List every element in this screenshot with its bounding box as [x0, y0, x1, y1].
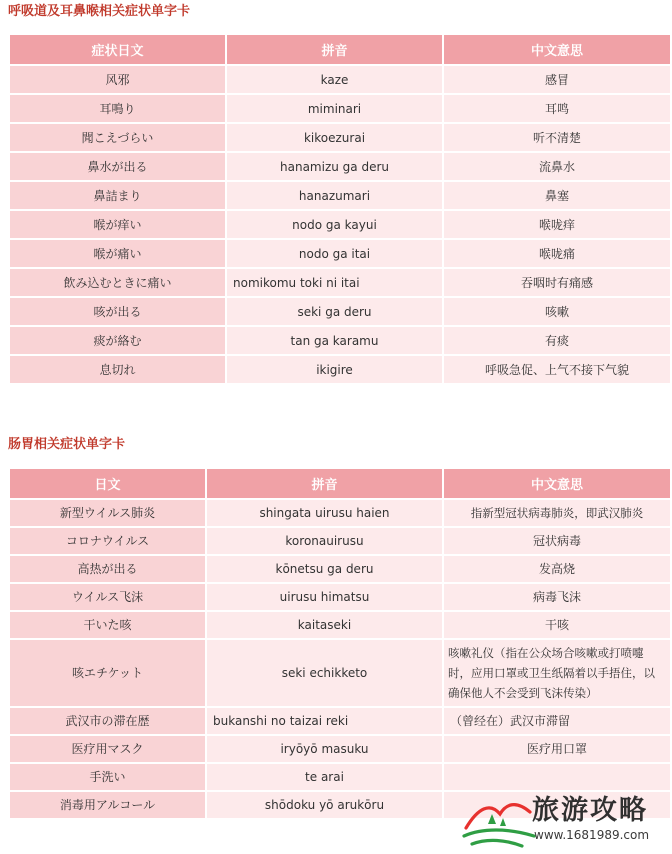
japanese-cell: 咳が出る	[9, 297, 226, 326]
japanese-cell: 鼻水が出る	[9, 152, 226, 181]
romaji-cell: kōnetsu ga deru	[206, 555, 443, 583]
table-row	[9, 583, 671, 611]
column-header: 拼音	[206, 468, 443, 499]
japanese-cell: 喉が痛い	[9, 239, 226, 268]
romaji-cell: kikoezurai	[226, 123, 443, 152]
chinese-cell: 耳鸣	[443, 94, 671, 123]
table-header-row	[9, 34, 671, 65]
chinese-cell: 咳嗽	[443, 297, 671, 326]
japanese-cell: ウイルス飞沫	[9, 583, 206, 611]
romaji-cell: uirusu himatsu	[206, 583, 443, 611]
table-header-row	[9, 468, 671, 499]
japanese-cell: 息切れ	[9, 355, 226, 384]
chinese-cell: 呼吸急促、上气不接下气貌	[443, 355, 671, 384]
respiratory-symptom-table	[8, 33, 672, 385]
chinese-cell: 咳嗽礼仪（指在公众场合咳嗽或打喷嚏时，应用口罩或卫生纸隔着以手捂住，以确保他人不会受到飞沫传染）	[443, 639, 671, 707]
chinese-cell: 喉咙痛	[443, 239, 671, 268]
romaji-cell: hanamizu ga deru	[226, 152, 443, 181]
japanese-cell: 武汉市の滞在歴	[9, 707, 206, 735]
romaji-cell: te arai	[206, 763, 443, 791]
table-row	[9, 555, 671, 583]
romaji-cell: seki echikketo	[206, 639, 443, 707]
watermark-url: www.1681989.com	[534, 828, 650, 842]
chinese-cell	[443, 791, 671, 819]
table-row	[9, 94, 671, 123]
japanese-cell: 聞こえづらい	[9, 123, 226, 152]
japanese-cell: 鼻詰まり	[9, 181, 226, 210]
japanese-cell: 医疗用マスク	[9, 735, 206, 763]
table-row	[9, 735, 671, 763]
romaji-cell: nodo ga itai	[226, 239, 443, 268]
japanese-cell: 风邪	[9, 65, 226, 94]
table-row	[9, 611, 671, 639]
section-title-respiratory: 呼吸道及耳鼻喉相关症状单字卡	[8, 4, 191, 19]
chinese-cell: 有痰	[443, 326, 671, 355]
romaji-cell: kaitaseki	[206, 611, 443, 639]
romaji-cell: hanazumari	[226, 181, 443, 210]
column-header: 拼音	[226, 34, 443, 65]
chinese-cell: 喉咙痒	[443, 210, 671, 239]
chinese-cell: 医疗用口罩	[443, 735, 671, 763]
chinese-cell: 干咳	[443, 611, 671, 639]
table-row	[9, 239, 671, 268]
column-header: 症状日文	[9, 34, 226, 65]
romaji-cell: koronauirusu	[206, 527, 443, 555]
table-row	[9, 268, 671, 297]
section-title-gastro: 肠胃相关症状单字卡	[8, 437, 126, 452]
table-row	[9, 791, 671, 819]
romaji-cell: nodo ga kayui	[226, 210, 443, 239]
table-row	[9, 210, 671, 239]
japanese-cell: 咳エチケット	[9, 639, 206, 707]
romaji-cell: seki ga deru	[226, 297, 443, 326]
table-row	[9, 499, 671, 527]
chinese-cell: 病毒飞沫	[443, 583, 671, 611]
table-row	[9, 326, 671, 355]
romaji-cell: nomikomu toki ni itai	[226, 268, 443, 297]
chinese-cell: （曾经在）武汉市滞留	[443, 707, 671, 735]
table-row	[9, 123, 671, 152]
japanese-cell: 消毒用アルコール	[9, 791, 206, 819]
chinese-cell: 吞咽时有痛感	[443, 268, 671, 297]
romaji-cell: tan ga karamu	[226, 326, 443, 355]
japanese-cell: 新型ウイルス肺炎	[9, 499, 206, 527]
romaji-cell: kaze	[226, 65, 443, 94]
column-header: 中文意思	[443, 468, 671, 499]
column-header: 中文意思	[443, 34, 671, 65]
japanese-cell: 耳鳴り	[9, 94, 226, 123]
table-row	[9, 297, 671, 326]
table-row	[9, 152, 671, 181]
chinese-cell: 鼻塞	[443, 181, 671, 210]
chinese-cell: 指新型冠状病毒肺炎，即武汉肺炎	[443, 499, 671, 527]
japanese-cell: 干いた咳	[9, 611, 206, 639]
watermark-brand: 旅游攻略	[532, 795, 648, 826]
japanese-cell: 痰が絡む	[9, 326, 226, 355]
table-row	[9, 65, 671, 94]
chinese-cell: 流鼻水	[443, 152, 671, 181]
table-row	[9, 707, 671, 735]
romaji-cell: shōdoku yō arukōru	[206, 791, 443, 819]
romaji-cell: bukanshi no taizai reki	[206, 707, 443, 735]
table-row	[9, 355, 671, 384]
japanese-cell: コロナウイルス	[9, 527, 206, 555]
romaji-cell: miminari	[226, 94, 443, 123]
table-row	[9, 763, 671, 791]
japanese-cell: 手洗い	[9, 763, 206, 791]
table-row	[9, 181, 671, 210]
japanese-cell: 喉が痒い	[9, 210, 226, 239]
romaji-cell: shingata uirusu haien	[206, 499, 443, 527]
table-row	[9, 639, 671, 707]
romaji-cell: ikigire	[226, 355, 443, 384]
column-header: 日文	[9, 468, 206, 499]
japanese-cell: 飲み込むときに痛い	[9, 268, 226, 297]
chinese-cell: 感冒	[443, 65, 671, 94]
chinese-cell: 听不清楚	[443, 123, 671, 152]
chinese-cell: 发高烧	[443, 555, 671, 583]
japanese-cell: 高热が出る	[9, 555, 206, 583]
gastro-symptom-table	[8, 467, 672, 820]
chinese-cell	[443, 763, 671, 791]
table-row	[9, 527, 671, 555]
chinese-cell: 冠状病毒	[443, 527, 671, 555]
romaji-cell: iryōyō masuku	[206, 735, 443, 763]
